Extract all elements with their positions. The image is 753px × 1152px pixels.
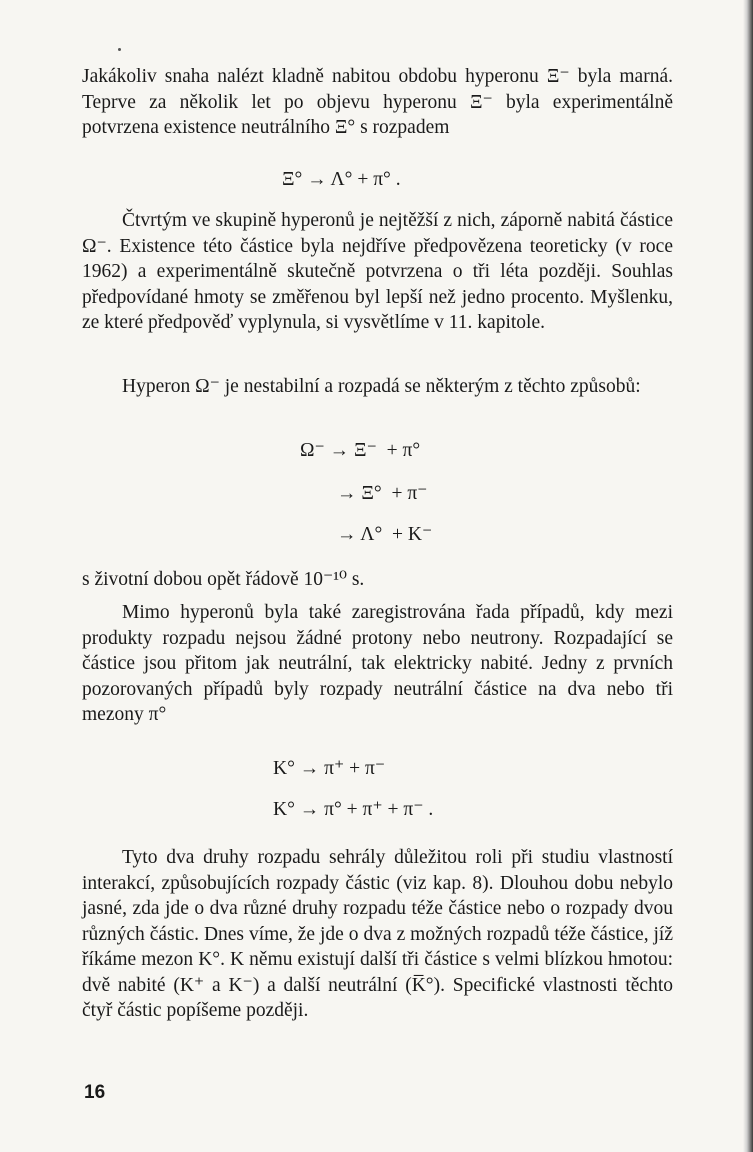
- paragraph-2-block: [82, 208, 673, 342]
- paragraph-6-block: [82, 845, 673, 1030]
- paragraph-1-block: [82, 64, 673, 147]
- paragraph-3-block: [82, 374, 673, 406]
- paragraph-4-block: [82, 567, 673, 599]
- equation-omega-3: → Λ° + K⁻: [337, 524, 433, 545]
- equation-xi-decay: Ξ° → Λ° + π° .: [282, 169, 401, 190]
- paragraph-1: Jakákoliv snaha nalézt kladně nabitou obdobu hyperonu Ξ⁻ byla marná. Teprve za několik let po objevu hyperonu Ξ⁻ byla experimentálně potvrzena existence neutrálního Ξ° s rozpadem: [82, 66, 673, 138]
- paragraph-4: s životní dobou opět řádově 10⁻¹⁰ s.: [82, 569, 365, 590]
- page-edge-shadow: [743, 0, 753, 1152]
- equation-omega-1: Ω⁻ → Ξ⁻ + π°: [300, 440, 421, 461]
- equation-kaon-1: K° → π⁺ + π⁻: [273, 758, 386, 779]
- paragraph-3: Hyperon Ω⁻ je nestabilní a rozpadá se některým z těchto způsobů:: [122, 376, 641, 397]
- page-number: 16: [84, 1082, 106, 1103]
- paragraph-6: Tyto dva druhy rozpadu sehrály důležitou roli při studiu vlastností interakcí, způsobujících rozpady částic (viz kap. 8). Dlouhou dobu nebylo jasné, zda jde o dva různé druhy rozpadu téže částice nebo o rozpady dvou různých částic. Dnes víme, že jde o dva z možných rozpadů téže částice, jíž říkáme mezon K°. K němu existují další tři částice s velmi blízkou hmotou: dvě nabité (K⁺ a K⁻) a další neutrální (K̅°). Specifické vlastnosti těchto čtyř částic popíšeme později.: [82, 847, 673, 1021]
- equation-kaon-2: K° → π° + π⁺ + π⁻ .: [273, 799, 434, 820]
- paragraph-5-block: [82, 600, 673, 734]
- paragraph-2: Čtvrtým ve skupině hyperonů je nejtěžší z nich, záporně nabitá částice Ω⁻. Existence této částice byla nejdříve předpovězena teoreticky (v roce 1962) a experimentálně skutečně potvrzena o tři léta později. Souhlas předpovídané hmoty se změřenou byl lepší než jedno procento. Myšlenku, ze které předpověď vyplynula, si vysvětlíme v 11. kapitole.: [82, 210, 673, 333]
- paragraph-5: Mimo hyperonů byla také zaregistrována řada případů, kdy mezi produkty rozpadu nejsou žádné protony nebo neutrony. Rozpadající se částice jsou přitom jak neutrální, tak elektricky nabité. Jedny z prvních pozorovaných případů byly rozpady neutrální částice na dva nebo tři mezony π°: [82, 602, 673, 725]
- equation-omega-2: → Ξ° + π⁻: [337, 483, 428, 504]
- print-speck: [118, 48, 121, 51]
